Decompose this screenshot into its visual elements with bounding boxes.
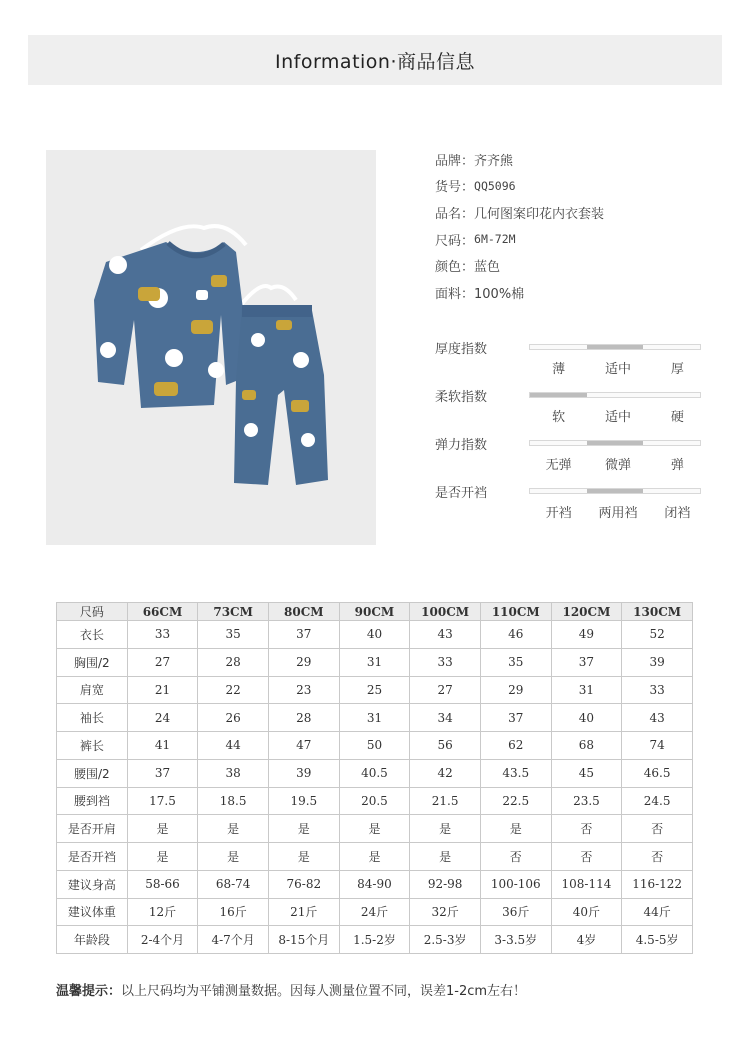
- table-row: [57, 815, 693, 843]
- index-label: 是否开裆: [435, 486, 488, 501]
- table-cell: 33: [622, 676, 693, 704]
- table-cell: 34: [410, 704, 481, 732]
- scale-segment: [643, 441, 700, 445]
- pajama-set-illustration: [46, 150, 376, 545]
- scale-bar: [529, 344, 701, 350]
- table-cell: 50: [339, 732, 410, 760]
- table-cell: 1.5-2岁: [339, 926, 410, 954]
- info-value: 蓝色: [474, 260, 501, 276]
- table-cell: 29: [480, 676, 551, 704]
- table-cell: 是: [410, 843, 481, 871]
- scale-option: 弹: [670, 458, 684, 473]
- table-cell: 31: [551, 676, 622, 704]
- table-cell: 100-106: [480, 870, 551, 898]
- table-cell: 108-114: [551, 870, 622, 898]
- table-cell: 68: [551, 732, 622, 760]
- table-cell: 是: [198, 843, 269, 871]
- table-cell: 否: [622, 815, 693, 843]
- table-cell: 否: [551, 815, 622, 843]
- table-cell: 33: [410, 648, 481, 676]
- table-cell: 58-66: [127, 870, 198, 898]
- scale-bar: [529, 488, 701, 494]
- info-value: 100%棉: [474, 286, 525, 302]
- feature-indices: [435, 336, 715, 528]
- info-row-brand: [435, 146, 604, 173]
- scale-segment: [530, 345, 587, 349]
- elasticity-index: [435, 432, 715, 480]
- table-cell: 是: [127, 843, 198, 871]
- table-cell: 35: [198, 621, 269, 649]
- crotch-index: [435, 480, 715, 528]
- table-cell: 12斤: [127, 898, 198, 926]
- table-cell: 43: [622, 704, 693, 732]
- table-cell: 27: [410, 676, 481, 704]
- table-cell: 3-3.5岁: [480, 926, 551, 954]
- table-header-size: 80CM: [268, 603, 339, 621]
- table-cell: 92-98: [410, 870, 481, 898]
- scale-option: 无弹: [545, 458, 572, 473]
- info-label: 尺码：: [435, 233, 475, 249]
- table-row: [57, 621, 693, 649]
- header-bar: [28, 35, 722, 85]
- table-cell: 4-7个月: [198, 926, 269, 954]
- table-row: [57, 732, 693, 760]
- table-cell: 31: [339, 648, 410, 676]
- table-cell: 24: [127, 704, 198, 732]
- table-cell: 8-15个月: [268, 926, 339, 954]
- scale-option: 适中: [604, 362, 631, 377]
- scale-segment: [530, 393, 587, 397]
- scale-segment: [643, 345, 700, 349]
- table-cell: 46: [480, 621, 551, 649]
- scale-option: 厚: [670, 362, 684, 377]
- table-row-label: 袖长: [57, 704, 128, 732]
- info-row-sku: [435, 173, 604, 200]
- product-photo: [46, 150, 376, 545]
- table-cell: 23.5: [551, 787, 622, 815]
- softness-index: [435, 384, 715, 432]
- table-cell: 35: [480, 648, 551, 676]
- info-label: 货号：: [435, 180, 475, 196]
- table-cell: 40.5: [339, 759, 410, 787]
- scale-segment: [643, 393, 700, 397]
- scale-bar: [529, 392, 701, 398]
- table-cell: 116-122: [622, 870, 693, 898]
- table-cell: 45: [551, 759, 622, 787]
- table-cell: 是: [480, 815, 551, 843]
- table-header-size: 90CM: [339, 603, 410, 621]
- table-row: [57, 676, 693, 704]
- table-cell: 44: [198, 732, 269, 760]
- table-row-label: 肩宽: [57, 676, 128, 704]
- table-header-label: 尺码: [57, 603, 128, 621]
- info-label: 颜色：: [435, 260, 475, 276]
- info-row-color: [435, 252, 604, 279]
- table-row: [57, 926, 693, 954]
- table-cell: 否: [480, 843, 551, 871]
- index-label: 厚度指数: [435, 342, 488, 357]
- scale-segment: [587, 345, 644, 349]
- scale-segment: [587, 441, 644, 445]
- table-cell: 40斤: [551, 898, 622, 926]
- table-cell: 24.5: [622, 787, 693, 815]
- scale-option: 微弹: [604, 458, 631, 473]
- table-cell: 32斤: [410, 898, 481, 926]
- scale-segment: [530, 441, 587, 445]
- table-cell: 28: [268, 704, 339, 732]
- table-row-label: 腰围/2: [57, 759, 128, 787]
- table-cell: 21.5: [410, 787, 481, 815]
- table-row-label: 是否开肩: [57, 815, 128, 843]
- table-cell: 21斤: [268, 898, 339, 926]
- scale-segment: [643, 489, 700, 493]
- info-value: 6M-72M: [474, 232, 516, 247]
- table-cell: 4.5-5岁: [622, 926, 693, 954]
- table-cell: 62: [480, 732, 551, 760]
- table-header-size: 110CM: [480, 603, 551, 621]
- table-row-label: 是否开裆: [57, 843, 128, 871]
- table-row: [57, 787, 693, 815]
- table-cell: 16斤: [198, 898, 269, 926]
- table-row-label: 建议体重: [57, 898, 128, 926]
- table-cell: 36斤: [480, 898, 551, 926]
- thickness-index: [435, 336, 715, 384]
- table-cell: 21: [127, 676, 198, 704]
- scale-option: 适中: [604, 410, 631, 425]
- table-cell: 22: [198, 676, 269, 704]
- table-cell: 56: [410, 732, 481, 760]
- table-row-label: 胸围/2: [57, 648, 128, 676]
- table-cell: 20.5: [339, 787, 410, 815]
- table-cell: 37: [127, 759, 198, 787]
- table-cell: 46.5: [622, 759, 693, 787]
- scale-option: 硬: [670, 410, 684, 425]
- info-label: 品牌：: [435, 153, 475, 169]
- info-row-fabric: [435, 279, 604, 306]
- info-value: 齐齐熊: [474, 153, 514, 169]
- table-cell: 33: [127, 621, 198, 649]
- info-value: QQ5096: [474, 178, 516, 193]
- table-cell: 26: [198, 704, 269, 732]
- table-cell: 27: [127, 648, 198, 676]
- table-row-label: 建议身高: [57, 870, 128, 898]
- info-value: 几何图案印花内衣套装: [474, 206, 605, 222]
- table-cell: 42: [410, 759, 481, 787]
- table-cell: 25: [339, 676, 410, 704]
- table-header-size: 130CM: [622, 603, 693, 621]
- table-cell: 40: [551, 704, 622, 732]
- scale-segment: [530, 489, 587, 493]
- table-cell: 76-82: [268, 870, 339, 898]
- scale-option: 开裆: [545, 506, 572, 521]
- size-tip: [56, 980, 526, 999]
- table-cell: 39: [268, 759, 339, 787]
- info-row-size: [435, 226, 604, 253]
- info-label: 面料：: [435, 286, 475, 302]
- table-cell: 39: [622, 648, 693, 676]
- table-cell: 2.5-3岁: [410, 926, 481, 954]
- table-cell: 是: [410, 815, 481, 843]
- table-cell: 41: [127, 732, 198, 760]
- table-header-size: 100CM: [410, 603, 481, 621]
- table-header-size: 120CM: [551, 603, 622, 621]
- table-row: [57, 843, 693, 871]
- table-row: [57, 648, 693, 676]
- table-cell: 是: [339, 843, 410, 871]
- table-cell: 37: [551, 648, 622, 676]
- table-row: [57, 898, 693, 926]
- table-cell: 29: [268, 648, 339, 676]
- index-label: 柔软指数: [435, 390, 488, 405]
- table-cell: 49: [551, 621, 622, 649]
- table-cell: 是: [198, 815, 269, 843]
- table-cell: 否: [622, 843, 693, 871]
- scale-bar: [529, 440, 701, 446]
- product-info-list: [435, 146, 604, 306]
- table-cell: 37: [480, 704, 551, 732]
- table-cell: 37: [268, 621, 339, 649]
- table-cell: 74: [622, 732, 693, 760]
- info-label: 品名：: [435, 206, 475, 222]
- table-row: [57, 759, 693, 787]
- table-row-label: 衣长: [57, 621, 128, 649]
- table-cell: 2-4个月: [127, 926, 198, 954]
- table-cell: 是: [268, 815, 339, 843]
- table-cell: 17.5: [127, 787, 198, 815]
- tip-label: 温馨提示：: [56, 984, 122, 999]
- table-header-size: 73CM: [198, 603, 269, 621]
- table-cell: 是: [127, 815, 198, 843]
- table-cell: 43.5: [480, 759, 551, 787]
- table-cell: 4岁: [551, 926, 622, 954]
- table-row-label: 腰到裆: [57, 787, 128, 815]
- table-cell: 47: [268, 732, 339, 760]
- tip-text: 以上尺码均为平铺测量数据。因每人测量位置不同，误差1-2cm左右！: [121, 984, 527, 999]
- table-cell: 40: [339, 621, 410, 649]
- table-cell: 38: [198, 759, 269, 787]
- table-cell: 31: [339, 704, 410, 732]
- table-header-row: [57, 603, 693, 621]
- page-title: Information·商品信息: [274, 50, 476, 73]
- table-cell: 43: [410, 621, 481, 649]
- table-cell: 是: [339, 815, 410, 843]
- table-cell: 52: [622, 621, 693, 649]
- table-row: [57, 704, 693, 732]
- table-row-label: 裤长: [57, 732, 128, 760]
- scale-segment: [587, 393, 644, 397]
- scale-option: 闭裆: [664, 506, 691, 521]
- scale-segment: [587, 489, 644, 493]
- table-cell: 18.5: [198, 787, 269, 815]
- table-row: [57, 870, 693, 898]
- size-chart-table: [56, 602, 693, 954]
- index-label: 弹力指数: [435, 438, 488, 453]
- table-cell: 否: [551, 843, 622, 871]
- table-cell: 是: [268, 843, 339, 871]
- table-cell: 24斤: [339, 898, 410, 926]
- info-row-name: [435, 199, 604, 226]
- table-cell: 68-74: [198, 870, 269, 898]
- table-cell: 84-90: [339, 870, 410, 898]
- table-row-label: 年龄段: [57, 926, 128, 954]
- table-cell: 44斤: [622, 898, 693, 926]
- table-cell: 23: [268, 676, 339, 704]
- table-header-size: 66CM: [127, 603, 198, 621]
- table-cell: 28: [198, 648, 269, 676]
- scale-option: 两用裆: [598, 506, 638, 521]
- table-cell: 22.5: [480, 787, 551, 815]
- scale-option: 薄: [552, 362, 566, 377]
- table-cell: 19.5: [268, 787, 339, 815]
- scale-option: 软: [552, 410, 566, 425]
